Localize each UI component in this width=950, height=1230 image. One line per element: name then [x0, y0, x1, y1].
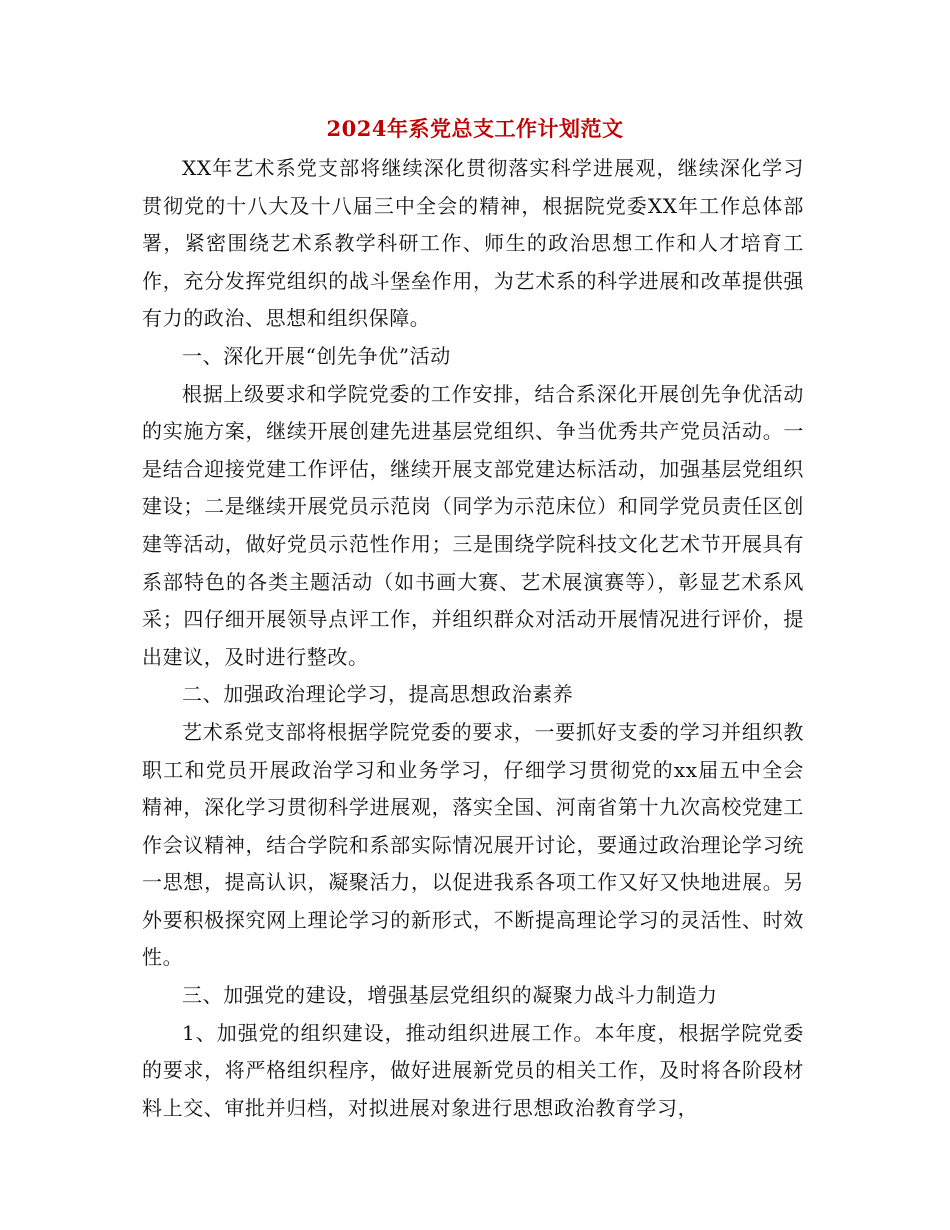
section-heading-3: 三、加强党的建设，增强基层党组织的凝聚力战斗力制造力 — [182, 983, 718, 1008]
section-2-paragraph: 艺术系党支部将根据学院党委的要求，一要抓好支委的学习并组织教职工和党员开展政治学习和业务学习，仔细学习贯彻党的xx届五中全会精神，深化学习贯彻科学进展观，落实全国、河南省第十九次高校党建工作会议精神，结合学院和系部实际情况展开讨论，要通过政治理论学习统一思想，提高认识，凝聚活力，以促进我系各项工作又好又快地进展。另外要积极探究网上理论学习的新形式，不断提高理论学习的灵活性、时效性。 — [142, 719, 804, 970]
section-3-paragraph: 1、加强党的组织建设，推动组织进展工作。本年度，根据学院党委的要求，将严格组织程序，做好进展新党员的相关工作，及时将各阶段材料上交、审批并归档，对拟进展对象进行思想政治教育学习， — [142, 1020, 804, 1120]
document-body — [142, 150, 804, 1127]
section-heading-1: 一、深化开展“创先争优”活动 — [182, 343, 451, 368]
document-title: 2024年系党总支工作计划范文 — [326, 116, 624, 141]
section-1-paragraph: 根据上级要求和学院党委的工作安排，结合系深化开展创先争优活动的实施方案，继续开展创建先进基层党组织、争当优秀共产党员活动。一是结合迎接党建工作评估，继续开展支部党建达标活动，加强基层党组织建设；二是继续开展党员示范岗（同学为示范床位）和同学党员责任区创建等活动，做好党员示范性作用；三是围绕学院科技文化艺术节开展具有系部特色的各类主题活动（如书画大赛、艺术展演赛等），彰显艺术系风采；四仔细开展领导点评工作，并组织群众对活动开展情况进行评价，提出建议，及时进行整改。 — [142, 381, 804, 669]
section-heading-2: 二、加强政治理论学习，提高思想政治素养 — [182, 682, 574, 707]
intro-paragraph: XX年艺术系党支部将继续深化贯彻落实科学进展观，继续深化学习贯彻党的十八大及十八届三中全会的精神，根据院党委XX年工作总体部署，紧密围绕艺术系教学科研工作、师生的政治思想工作和人才培育工作，充分发挥党组织的战斗堡垒作用，为艺术系的科学进展和改革提供强有力的政治、思想和组织保障。 — [142, 156, 804, 331]
